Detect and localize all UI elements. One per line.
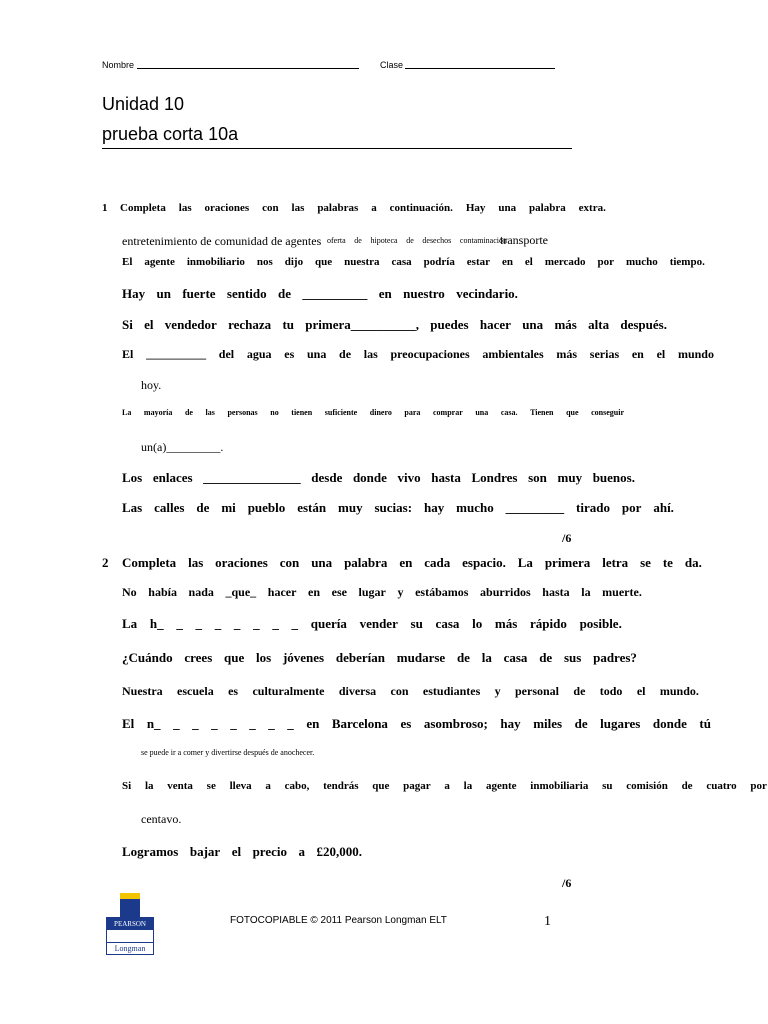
class-label: Clase [380, 60, 404, 70]
ex1-instruction: Completa las oraciones con las palabras a continuación. Hay una palabra extra. [120, 202, 606, 214]
copyright: FOTOCOPIABLE © 2011 Pearson Longman ELT [230, 915, 447, 926]
ex2-sentence-1: La h_ _ _ _ _ _ _ _ quería vender su casa lo más rápido posible. [122, 616, 622, 631]
ex2-score: /6 [562, 876, 572, 890]
class-line [405, 68, 555, 69]
word-bank-a: entretenimiento de comunidad de agentes [122, 234, 322, 248]
pearson-longman-logo [106, 893, 154, 955]
ex2-sentence-0: No había nada _que_ hacer en ese lugar y estábamos aburridos hasta la muerte. [122, 585, 642, 599]
ex2-sentence-6: Logramos bajar el precio a £20,000. [122, 844, 362, 859]
logo-blue-block [120, 899, 140, 917]
ex1-sentence-1: Hay un fuerte sentido de __________ en nuestro vecindario. [122, 286, 518, 301]
word-bank-b: oferta de hipoteca de desechos contaminación [327, 236, 507, 245]
logo-top-text: PEARSON [107, 918, 153, 930]
ex2-sentence-5: Si la venta se lleva a cabo, tendrás que pagar a la agente inmobiliaria su comisión de cuatro por [122, 780, 767, 792]
quiz-title: prueba corta 10a [102, 124, 239, 144]
unit-title: Unidad 10 [102, 94, 185, 114]
name-label: Nombre [102, 60, 135, 70]
ex1-sentence-4b: un(a)_________. [141, 440, 224, 454]
title-underline [102, 148, 572, 149]
ex1-sentence-2: Si el vendedor rechaza tu primera__________, puedes hacer una más alta después. [122, 317, 667, 332]
name-line [137, 68, 359, 69]
ex2-sentence-3: Nuestra escuela es culturalmente diversa con estudiantes y personal de todo el mundo. [122, 684, 699, 698]
ex2-sentence-2: ¿Cuándo crees que los jóvenes deberían mudarse de la casa de sus padres? [122, 650, 637, 665]
ex1-score: /6 [562, 531, 572, 545]
logo-bottom-text: Longman [114, 944, 146, 953]
ex2-sentence-4: El n_ _ _ _ _ _ _ _ en Barcelona es asombroso; hay miles de lugares donde tú [122, 716, 711, 731]
ex1-sentence-3: El __________ del agua es una de las preocupaciones ambientales más serias en el mundo [122, 347, 714, 361]
ex1-sentence-3b: hoy. [141, 378, 162, 392]
ex1-number: 1 [102, 202, 108, 214]
word-bank-c: transporte [500, 233, 548, 247]
page-number: 1 [544, 914, 551, 929]
ex1-sentence-0: El agente inmobiliario nos dijo que nuestra casa podría estar en el mercado por mucho tiempo. [122, 256, 705, 268]
ex1-sentence-4: La mayoría de las personas no tienen suficiente dinero para comprar una casa. Tienen que conseguir [122, 408, 624, 417]
ex2-sentence-4b: se puede ir a comer y divertirse después de anochecer. [141, 748, 315, 757]
ex2-sentence-5b: centavo. [141, 812, 182, 826]
ex1-sentence-5: Los enlaces _______________ desde donde vivo hasta Londres son muy buenos. [122, 470, 635, 485]
ex1-sentence-6: Las calles de mi pueblo están muy sucias: hay mucho _________ tirado por ahí. [122, 500, 674, 515]
ex2-number: 2 [102, 555, 109, 570]
ex2-instruction: Completa las oraciones con una palabra en cada espacio. La primera letra se te da. [122, 555, 702, 570]
